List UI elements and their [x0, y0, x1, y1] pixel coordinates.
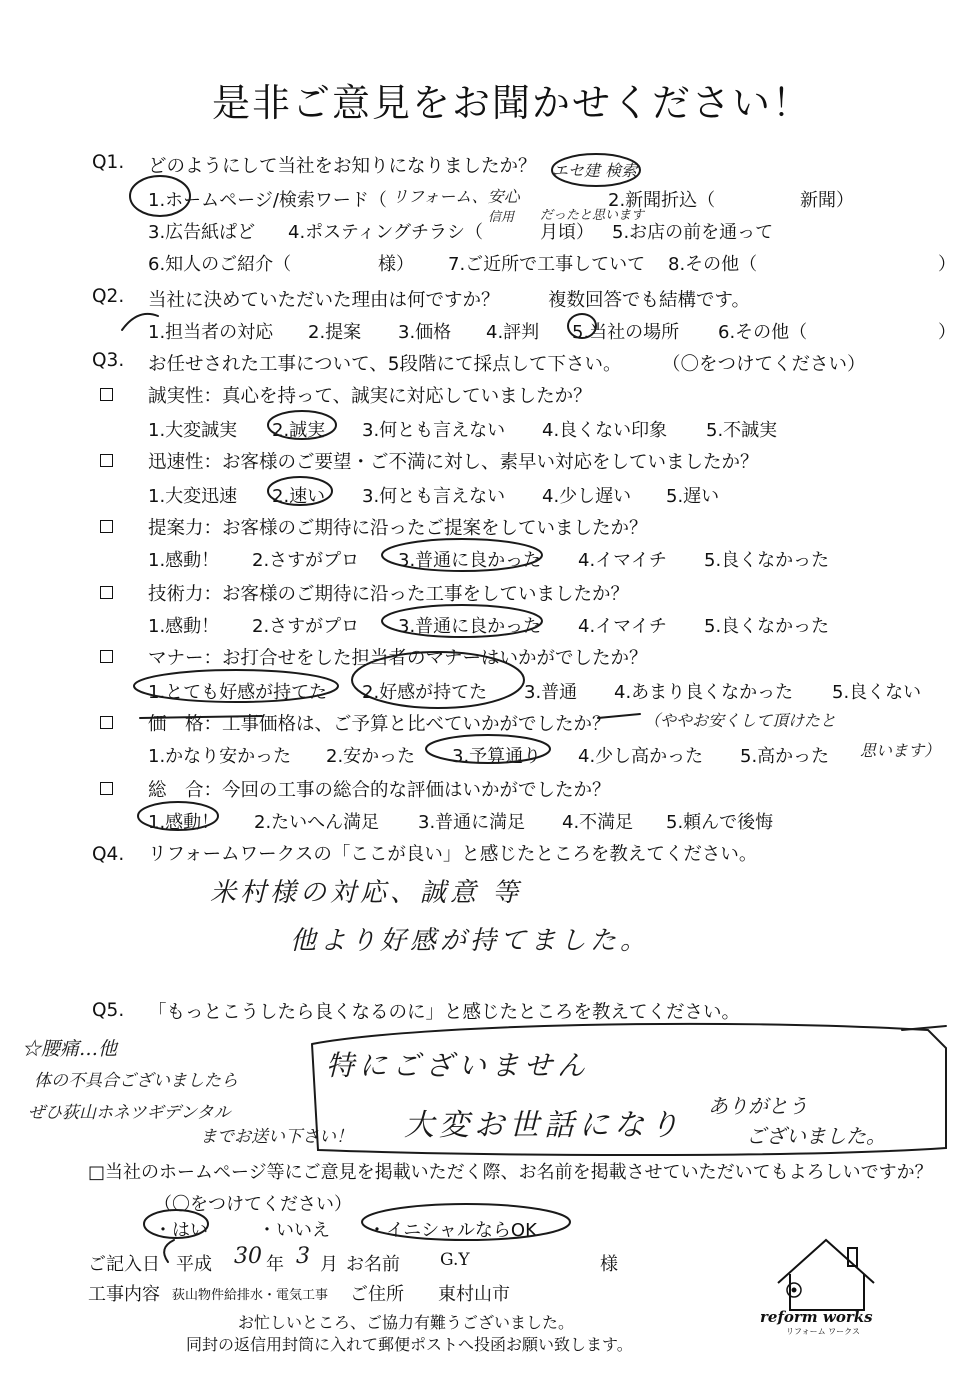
q3-price-handwritten-note-2: 思います）	[860, 741, 941, 760]
q3-price-handwritten-note: （ややお安くして頂けたと	[644, 711, 837, 730]
q1-posting-suffix: 月頃）	[540, 222, 594, 243]
q2-option-reputation[interactable]: 4.評判	[486, 322, 540, 343]
q5-side-note-1: ☆腰痛…他	[22, 1038, 118, 1060]
date-label: ご記入日	[88, 1254, 160, 1275]
q5-label: Q5.	[92, 1000, 125, 1021]
q4-question: リフォームワークスの「ここが良い」と感じたところを教えてください。	[148, 844, 758, 865]
q3-item-6-option-3[interactable]: 3.予算通り	[452, 746, 542, 767]
date-era: 平成	[176, 1254, 212, 1275]
q3-item-7-option-5[interactable]: 5.頼んで後悔	[666, 812, 774, 833]
q2-option-price[interactable]: 3.価格	[398, 322, 452, 343]
work-label: 工事内容	[88, 1284, 160, 1305]
q3-item-4-question: 技術力：お客様のご期待に沿った工事をしていましたか？	[148, 584, 630, 605]
consent-question: □当社のホームページ等にご意見を掲載いただく際、お名前を掲載させていただいてもよろしいですか？	[88, 1162, 933, 1183]
q1-handwritten-above: エセ建 検索	[552, 161, 638, 180]
date-year[interactable]: 30	[234, 1244, 262, 1269]
mailing-instruction: 同封の返信用封筒に入れて郵便ポストへ投函お願い致します。	[186, 1335, 633, 1354]
q1-option-homepage[interactable]: 1.ホームページ/検索ワード（	[148, 190, 387, 211]
q3-item-3-option-2[interactable]: 2.さすがプロ	[252, 550, 360, 571]
q3-item-2-option-4[interactable]: 4.少し遅い	[542, 486, 632, 507]
q3-item-1-option-3[interactable]: 3.何とも言えない	[362, 420, 506, 441]
date-year-unit: 年	[266, 1254, 284, 1275]
q5-side-note-3: ぜひ荻山ホネツギデンタル	[28, 1103, 231, 1123]
q3-item-5-option-5[interactable]: 5.良くない	[832, 682, 922, 703]
logo-subtext: リフォーム ワークス	[786, 1327, 861, 1336]
q3-item-6-question: 価 格：工事価格は、ご予算と比べていかがでしたか？	[148, 714, 611, 735]
q3-item-4-option-5[interactable]: 5.良くなかった	[704, 616, 830, 637]
date-bracket-mark	[164, 1240, 174, 1262]
q3-item-7-checkbox[interactable]	[100, 782, 113, 795]
q4-label: Q4.	[92, 844, 125, 865]
q2-note: 複数回答でも結構です。	[548, 290, 751, 311]
q2-label: Q2.	[92, 286, 125, 307]
q3-item-2-option-2[interactable]: 2.速い	[272, 486, 326, 507]
q3-item-6-option-4[interactable]: 4.少し高かった	[578, 746, 704, 767]
address-label: ご住所	[350, 1284, 404, 1305]
q3-item-1-option-2[interactable]: 2.誠実	[272, 420, 326, 441]
q3-item-2-option-1[interactable]: 1.大変迅速	[148, 486, 238, 507]
q3-item-3-option-3[interactable]: 3.普通に良かった	[398, 550, 542, 571]
q1-option-referral[interactable]: 6.知人のご紹介（	[148, 254, 292, 275]
q3-item-6-option-1[interactable]: 1.かなり安かった	[148, 746, 292, 767]
q3-item-4-option-2[interactable]: 2.さすがプロ	[252, 616, 360, 637]
q2-option-other[interactable]: 6.その他（	[718, 322, 808, 343]
q1-handwritten-note: だったと思います	[540, 208, 645, 223]
q3-item-2-option-3[interactable]: 3.何とも言えない	[362, 486, 506, 507]
q3-item-6-option-2[interactable]: 2.安かった	[326, 746, 416, 767]
q3-item-5-option-2[interactable]: 2.好感が持てた	[362, 682, 488, 703]
q3-item-6-option-5[interactable]: 5.高かった	[740, 746, 830, 767]
logo-text: reform works	[760, 1308, 873, 1326]
q1-option-posting[interactable]: 4.ポスティングチラシ（	[288, 222, 484, 243]
q2-option-staff[interactable]: 1.担当者の対応	[148, 322, 274, 343]
q3-item-4-checkbox[interactable]	[100, 586, 113, 599]
q3-item-5-option-4[interactable]: 4.あまり良くなかった	[614, 682, 794, 703]
q3-item-3-option-4[interactable]: 4.イマイチ	[578, 550, 667, 571]
q3-item-3-checkbox[interactable]	[100, 520, 113, 533]
q1-label: Q1.	[92, 152, 125, 173]
q3-item-4-option-3[interactable]: 3.普通に良かった	[398, 616, 542, 637]
q1-option-storefront[interactable]: 5.お店の前を通って	[612, 222, 774, 243]
consent-instruction: （〇をつけてください）	[154, 1194, 352, 1215]
q3-item-2-checkbox[interactable]	[100, 454, 113, 467]
q3-note: （〇をつけてください）	[662, 354, 866, 375]
q4-answer-line-1: 米村様の対応、誠意 等	[210, 878, 523, 908]
q5-answer-line-3: ありがとう	[708, 1094, 808, 1118]
q5-side-note-2: 体の不具合ございましたら	[34, 1071, 238, 1091]
q1-option-pado[interactable]: 3.広告紙ぱど	[148, 222, 256, 243]
date-month[interactable]: 3	[296, 1244, 310, 1269]
q2-other-close: ）	[938, 322, 956, 343]
q5-answer-line-1: 特にございません	[326, 1049, 591, 1082]
q3-item-5-question: マナー：お打合せをした担当者のマナーはいかがでしたか？	[148, 648, 648, 669]
q3-question: お任せされた工事について、5段階にて採点して下さい。	[148, 354, 622, 375]
q3-item-1-question: 誠実性：真心を持って、誠実に対応していましたか？	[148, 386, 592, 407]
q3-item-1-option-4[interactable]: 4.良くない印象	[542, 420, 668, 441]
q5-answer-line-4: ございました。	[746, 1124, 886, 1148]
work-value[interactable]: 荻山物件給排水・電気工事	[172, 1288, 329, 1303]
q3-item-7-option-1[interactable]: 1.感動！	[148, 812, 220, 833]
page-title: 是非ご意見をお聞かせください！	[212, 81, 813, 125]
address-value[interactable]: 東村山市	[438, 1284, 510, 1305]
q3-item-1-option-5[interactable]: 5.不誠実	[706, 420, 778, 441]
q3-item-7-option-4[interactable]: 4.不満足	[562, 812, 634, 833]
q3-item-7-question: 総 合：今回の工事の総合的な評価はいかがでしたか？	[148, 780, 611, 801]
q1-option-other[interactable]: 8.その他（	[668, 254, 758, 275]
name-value[interactable]: G.Y	[440, 1250, 470, 1270]
q3-item-3-question: 提案力：お客様のご期待に沿ったご提案をしていましたか？	[148, 518, 648, 539]
q5-box-corner-mark	[902, 1026, 946, 1030]
q3-item-7-option-2[interactable]: 2.たいへん満足	[254, 812, 380, 833]
q2-option-location[interactable]: 5.当社の場所	[572, 322, 680, 343]
q5-answer-line-2: 大変お世話になり	[404, 1108, 684, 1143]
q1-option-newspaper[interactable]: 2.新聞折込（	[608, 190, 716, 211]
q3-item-1-option-1[interactable]: 1.大変誠実	[148, 420, 238, 441]
q3-item-1-checkbox[interactable]	[100, 388, 113, 401]
consent-option-no[interactable]: ・いいえ	[258, 1220, 330, 1241]
q3-item-6-checkbox[interactable]	[100, 716, 113, 729]
name-suffix: 様	[600, 1254, 618, 1275]
q3-item-2-option-5[interactable]: 5.遅い	[666, 486, 720, 507]
q1-handwritten-keyword: リフォーム、安心	[392, 187, 520, 206]
q3-item-7-option-3[interactable]: 3.普通に満足	[418, 812, 526, 833]
consent-option-yes[interactable]: ・はい	[154, 1220, 208, 1241]
q1-newspaper-suffix: 新聞）	[800, 190, 854, 211]
name-label: お名前	[346, 1254, 400, 1275]
consent-option-initials[interactable]: ・イニシャルならOK	[368, 1220, 537, 1241]
q3-item-5-checkbox[interactable]	[100, 650, 113, 663]
q3-item-5-option-3[interactable]: 3.普通	[524, 682, 578, 703]
q3-item-4-option-4[interactable]: 4.イマイチ	[578, 616, 667, 637]
q3-item-5-option-1[interactable]: 1.とても好感が持てた	[148, 682, 328, 703]
q2-question: 当社に決めていただいた理由は何ですか？	[148, 290, 500, 311]
q3-item-4-option-1[interactable]: 1.感動！	[148, 616, 220, 637]
q1-option-neighborhood[interactable]: 7.ご近所で工事していて	[448, 254, 646, 275]
q1-referral-suffix: 様）	[378, 254, 414, 275]
q1-other-close: ）	[938, 254, 956, 275]
q3-item-2-question: 迅速性：お客様のご要望・ご不満に対し、素早い対応をしていましたか？	[148, 452, 759, 473]
reform-works-logo	[760, 1228, 890, 1338]
q3-item-3-option-5[interactable]: 5.良くなかった	[704, 550, 830, 571]
date-month-unit: 月	[320, 1254, 338, 1275]
q5-side-note-4: までお送い下さい！	[200, 1127, 353, 1147]
q1-question: どのようにして当社をお知りになりましたか？	[148, 156, 537, 177]
q2-option-proposal[interactable]: 2.提案	[308, 322, 362, 343]
q1-handwritten-keyword2: 信用	[488, 210, 515, 225]
q3-item-3-option-1[interactable]: 1.感動！	[148, 550, 220, 571]
q4-answer-line-2: 他より好感が持てました。	[290, 926, 651, 956]
q5-question: 「もっとこうしたら良くなるのに」と感じたところを教えてください。	[148, 1002, 741, 1023]
q3-label: Q3.	[92, 350, 125, 371]
thanks-message: お忙しいところ、ご協力有難うございました。	[238, 1313, 575, 1332]
